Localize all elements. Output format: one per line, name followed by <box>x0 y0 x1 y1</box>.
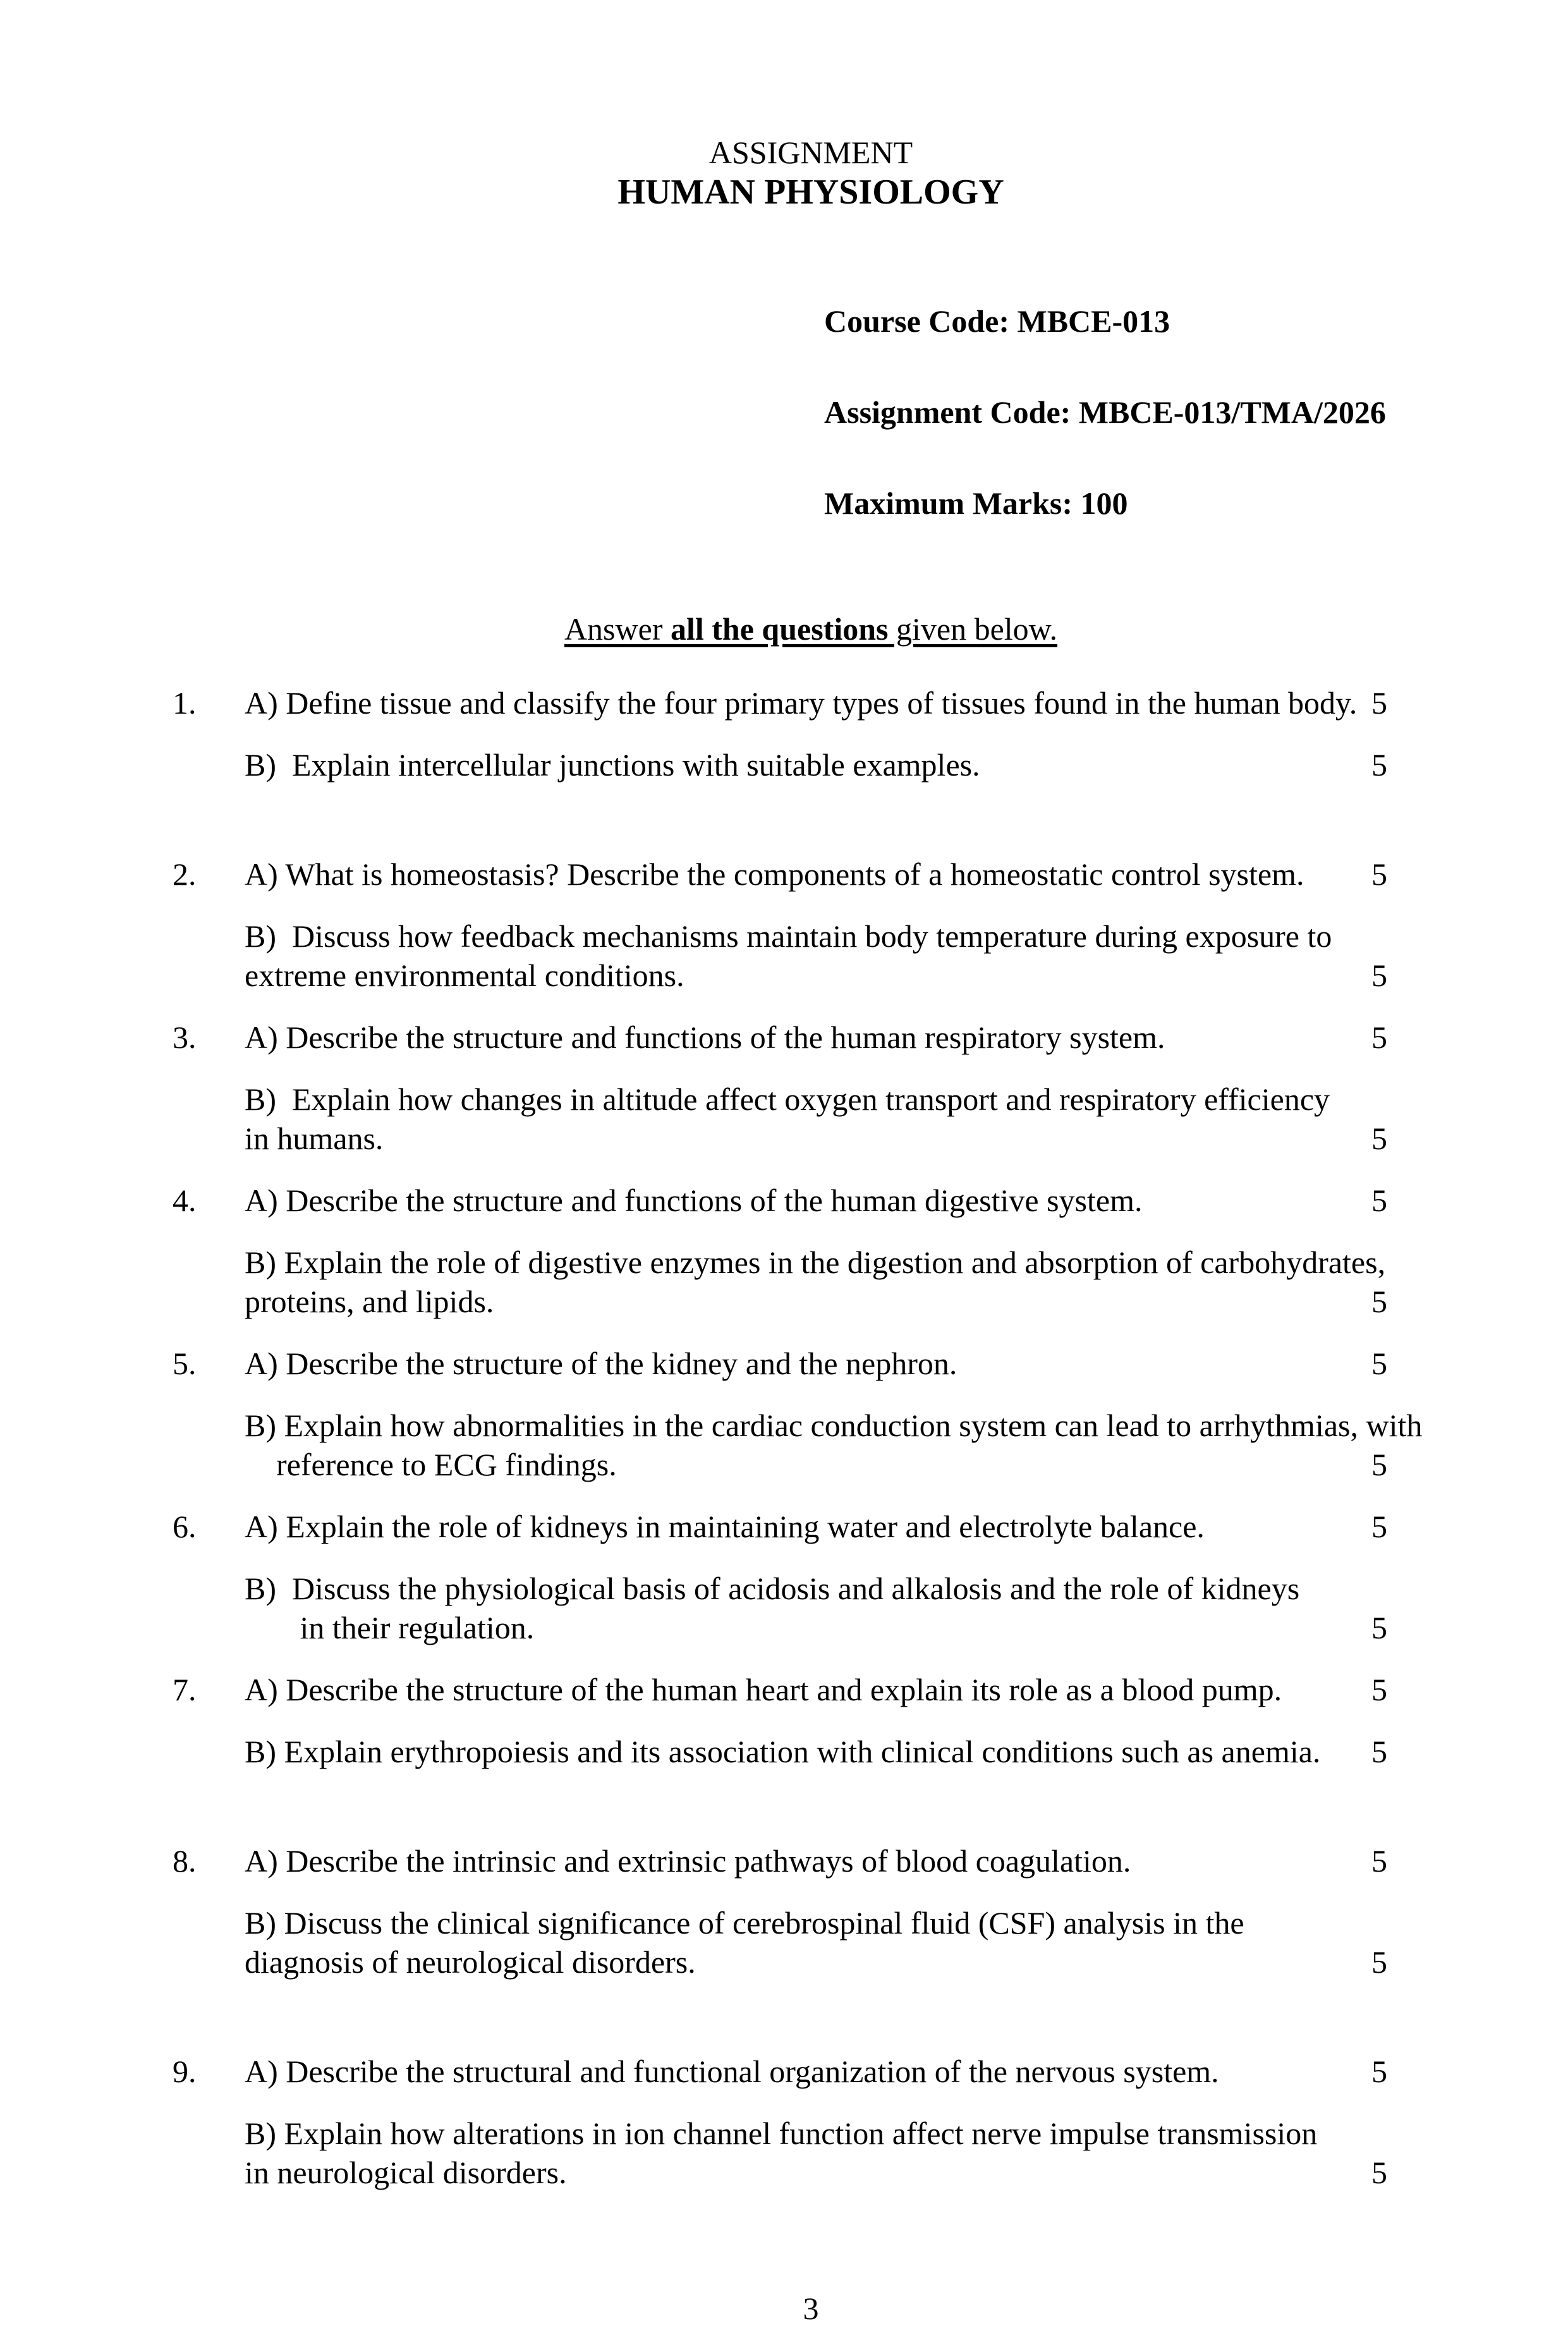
question-text: B) Discuss the clinical significance of cerebrospinal fluid (CSF) analysis in the <box>245 1905 1244 1941</box>
page-subtitle: HUMAN PHYSIOLOGY <box>617 173 1004 212</box>
question-item <box>173 683 1449 784</box>
question-text: A) Describe the intrinsic and extrinsic pathways of blood coagulation. <box>245 1843 1131 1879</box>
instruction-prefix: Answer <box>564 611 671 647</box>
question-part <box>245 1732 1387 1771</box>
question-item <box>173 855 1449 995</box>
marks-value: 5 <box>1371 1944 1387 1980</box>
question-body <box>245 1670 1387 1771</box>
question-body <box>245 1181 1387 1321</box>
question-number: 2. <box>173 856 197 892</box>
question-body <box>245 1507 1387 1647</box>
question-body <box>245 1344 1423 1484</box>
marks-value: 5 <box>1371 1843 1387 1879</box>
question-part <box>245 1569 1387 1647</box>
question-line <box>245 1732 1387 1771</box>
question-part <box>245 1344 1387 1383</box>
question-text: B) Discuss how feedback mechanisms maintain body temperature during exposure to <box>245 918 1332 954</box>
marks-value: 5 <box>1371 1121 1387 1156</box>
assignment-code-line: Assignment Code: MBCE-013/TMA/2026 <box>824 394 1386 430</box>
question-line <box>245 956 1387 995</box>
question-body <box>245 855 1387 995</box>
questions-list <box>173 683 1449 2192</box>
question-line <box>245 1119 1387 1158</box>
question-line <box>245 1344 1387 1383</box>
marks-value: 5 <box>1371 1509 1387 1544</box>
question-text: B) Explain how alterations in ion channel function affect nerve impulse transmission <box>245 2116 1318 2151</box>
question-text: extreme environmental conditions. <box>245 958 684 993</box>
instruction-text <box>564 611 1057 647</box>
question-body <box>245 1841 1387 1982</box>
question-line <box>245 1608 1387 1647</box>
question-text: A) Describe the structure of the kidney and the nephron. <box>245 1346 957 1381</box>
question-line <box>245 745 1387 784</box>
question-line <box>245 1903 1387 1942</box>
question-text: B) Explain how abnormalities in the cardiac conduction system can lead to arrhythmias, with <box>245 1408 1423 1443</box>
marks-value: 5 <box>1371 1610 1387 1645</box>
question-part <box>245 855 1387 894</box>
question-text: in humans. <box>245 1121 384 1156</box>
marks-value: 5 <box>1371 685 1387 721</box>
course-info-block <box>824 245 1449 579</box>
question-part <box>245 1018 1387 1057</box>
question-line <box>245 1445 1387 1484</box>
question-line <box>245 2052 1387 2091</box>
question-number: 9. <box>173 2054 197 2089</box>
question-line <box>245 683 1387 722</box>
question-part <box>245 1080 1387 1158</box>
question-line <box>245 1018 1387 1057</box>
question-text: B) Explain erythropoiesis and its association with clinical conditions such as anemia. <box>245 1734 1321 1769</box>
marks-value: 5 <box>1371 1020 1387 1055</box>
question-text: B) Explain intercellular junctions with suitable examples. <box>245 747 980 783</box>
question-part <box>245 917 1387 995</box>
question-body <box>245 683 1387 784</box>
instruction-bold: all the questions <box>670 611 889 647</box>
question-text: B) Discuss the physiological basis of acidosis and alkalosis and the role of kidneys <box>245 1571 1300 1606</box>
question-text: B) Explain how changes in altitude affect oxygen transport and respiratory efficiency <box>245 1082 1330 1117</box>
question-text: A) Explain the role of kidneys in maintaining water and electrolyte balance. <box>245 1509 1205 1544</box>
question-number: 6. <box>173 1509 197 1544</box>
question-number: 4. <box>173 1183 197 1218</box>
question-text: A) Describe the structural and functional organization of the nervous system. <box>245 2054 1219 2089</box>
question-number: 1. <box>173 685 197 721</box>
question-line <box>245 1282 1387 1321</box>
question-line <box>245 1080 1387 1119</box>
marks-value: 5 <box>1371 2054 1387 2089</box>
marks-value: 5 <box>1371 1346 1387 1381</box>
course-code-line: Course Code: MBCE-013 <box>824 303 1170 339</box>
question-text: A) Describe the structure of the human heart and explain its role as a blood pump. <box>245 1672 1282 1707</box>
question-number: 3. <box>173 1020 197 1055</box>
marks-value: 5 <box>1371 2155 1387 2190</box>
question-part <box>245 2114 1387 2192</box>
question-text: A) Describe the structure and functions of the human respiratory system. <box>245 1020 1165 1055</box>
instruction-suffix: given below. <box>888 611 1058 647</box>
maximum-marks-line: Maximum Marks: 100 <box>824 485 1128 521</box>
question-line <box>245 1670 1387 1709</box>
question-line <box>245 1507 1387 1546</box>
question-line <box>245 1841 1387 1880</box>
question-line <box>245 917 1387 956</box>
question-text: A) What is homeostasis? Describe the components of a homeostatic control system. <box>245 856 1304 892</box>
question-line <box>245 855 1387 894</box>
marks-value: 5 <box>1371 1734 1387 1769</box>
marks-value: 5 <box>1371 1672 1387 1707</box>
question-part <box>245 1841 1387 1880</box>
marks-value: 5 <box>1371 1284 1387 1319</box>
question-text: in their regulation. <box>245 1610 535 1645</box>
marks-value: 5 <box>1371 958 1387 993</box>
question-part <box>245 1903 1387 1982</box>
marks-value: 5 <box>1371 856 1387 892</box>
question-line <box>245 1406 1423 1445</box>
question-line <box>245 2114 1387 2153</box>
question-item <box>173 1018 1449 1158</box>
instruction-line <box>173 609 1449 649</box>
question-part <box>245 683 1387 722</box>
question-part <box>245 745 1387 784</box>
question-item <box>173 1344 1449 1484</box>
question-body <box>245 2052 1387 2192</box>
question-line <box>245 1243 1387 1282</box>
question-number: 7. <box>173 1672 197 1707</box>
question-line <box>245 2153 1387 2192</box>
question-line <box>245 1181 1387 1220</box>
marks-value: 5 <box>1371 1447 1387 1482</box>
marks-value: 5 <box>1371 747 1387 783</box>
question-part <box>245 1670 1387 1709</box>
question-text: in neurological disorders. <box>245 2155 567 2190</box>
marks-value: 5 <box>1371 1183 1387 1218</box>
question-part <box>245 1181 1387 1220</box>
question-line <box>245 1942 1387 1982</box>
question-line <box>245 1569 1387 1608</box>
question-body <box>245 1018 1387 1158</box>
question-item <box>173 1181 1449 1321</box>
question-text: A) Describe the structure and functions of the human digestive system. <box>245 1183 1143 1218</box>
question-text: A) Define tissue and classify the four primary types of tissues found in the human body. <box>245 685 1358 721</box>
question-part <box>245 1406 1423 1484</box>
question-part <box>245 1243 1387 1321</box>
question-part <box>245 2052 1387 2091</box>
question-number: 5. <box>173 1346 197 1381</box>
question-part <box>245 1507 1387 1546</box>
question-text: reference to ECG findings. <box>245 1447 617 1482</box>
question-item <box>173 1507 1449 1647</box>
question-text: B) Explain the role of digestive enzymes in the digestion and absorption of carbohydrates, <box>245 1245 1386 1280</box>
question-text: proteins, and lipids. <box>245 1284 494 1319</box>
question-text: diagnosis of neurological disorders. <box>245 1944 696 1980</box>
question-item <box>173 1841 1449 1982</box>
question-item <box>173 1670 1449 1771</box>
page-title: ASSIGNMENT <box>708 135 913 170</box>
page-number: 3 <box>803 2291 819 2326</box>
question-number: 8. <box>173 1843 197 1879</box>
question-item <box>173 2052 1449 2192</box>
